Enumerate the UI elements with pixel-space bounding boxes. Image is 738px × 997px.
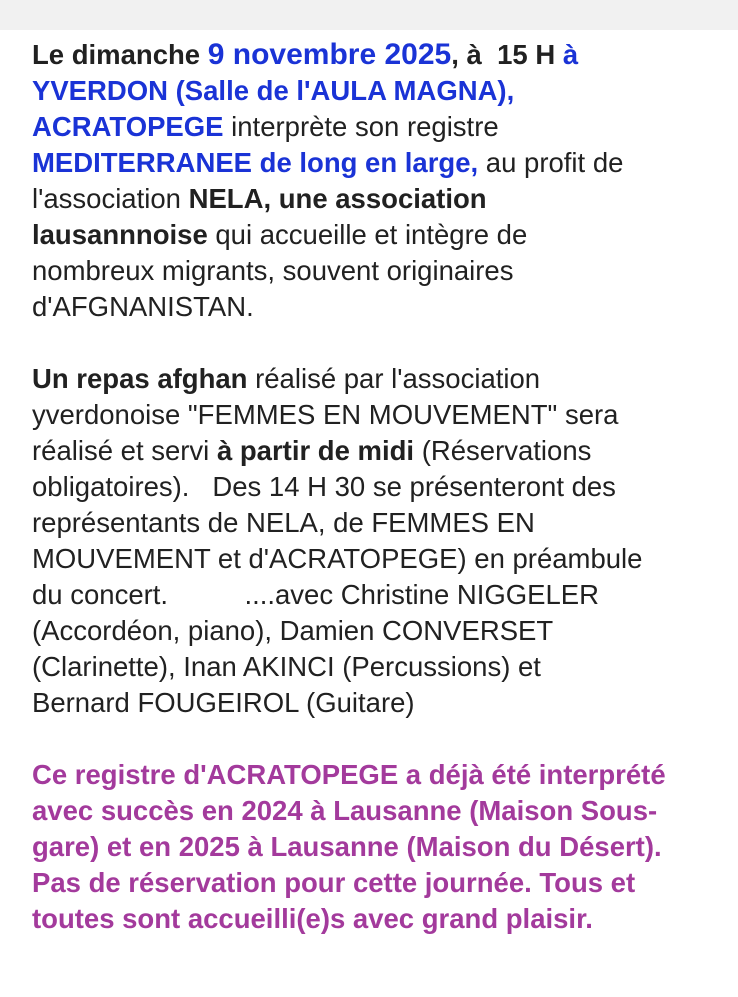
event-date: 9 novembre 2025 [207, 38, 452, 71]
association-name: NELA, une association [188, 183, 487, 214]
line: (Accordéon, piano), Damien CONVERSET [32, 615, 554, 646]
meal-time: à partir de midi [216, 435, 415, 466]
paragraph-meal-and-musicians [32, 361, 722, 721]
line: représentants de NELA, de FEMMES EN [32, 507, 535, 538]
line: Pas de réservation pour cette journée. Tous et [32, 867, 636, 898]
text-segment: au profit de [478, 147, 624, 178]
line: toutes sont accueilli(e)s avec grand plaisir. [32, 903, 593, 934]
line: avec succès en 2024 à Lausanne (Maison Sous- [32, 795, 658, 826]
line [32, 109, 722, 145]
text-segment: (Réservations [414, 435, 592, 466]
event-time: , à 15 H [451, 39, 563, 70]
line: du concert. ....avec Christine NIGGELER [32, 579, 600, 610]
line [32, 361, 722, 397]
line: obligatoires). Des 14 H 30 se présenteront des [32, 471, 616, 502]
program-title: MEDITERRANEE de long en large, [32, 147, 479, 178]
paragraph-past-performances [32, 757, 722, 937]
text-segment: qui accueille et intègre de [207, 219, 528, 250]
meal-title: Un repas afghan [32, 363, 248, 394]
line: Ce registre d'ACRATOPEGE a déjà été interprété [32, 759, 666, 790]
line: nombreux migrants, souvent originaires [32, 255, 514, 286]
group-name: ACRATOPEGE [32, 111, 224, 142]
line: (Clarinette), Inan AKINCI (Percussions) et [32, 651, 541, 682]
line [32, 181, 722, 217]
event-announcement [32, 37, 722, 937]
line [32, 217, 722, 253]
line [32, 433, 722, 469]
text-segment: réalisé par l'association [247, 363, 541, 394]
line [32, 145, 722, 181]
text-segment: lausannnoise [32, 219, 208, 250]
line: Bernard FOUGEIROL (Guitare) [32, 687, 415, 718]
text-segment: interprète son registre [223, 111, 499, 142]
line: gare) et en 2025 à Lausanne (Maison du Désert). [32, 831, 662, 862]
paragraph-event-details [32, 37, 722, 325]
event-venue: YVERDON (Salle de l'AULA MAGNA), [32, 75, 515, 106]
text-segment: réalisé et servi [32, 435, 217, 466]
line [32, 37, 722, 73]
line: MOUVEMENT et d'ACRATOPEGE) en préambule [32, 543, 643, 574]
line: d'AFGNANISTAN. [32, 291, 254, 322]
line: yverdonoise "FEMMES EN MOUVEMENT" sera [32, 399, 619, 430]
text-segment: à [562, 39, 579, 70]
text-segment: Le dimanche [32, 39, 208, 70]
top-bar [0, 0, 738, 30]
text-segment: l'association [32, 183, 189, 214]
